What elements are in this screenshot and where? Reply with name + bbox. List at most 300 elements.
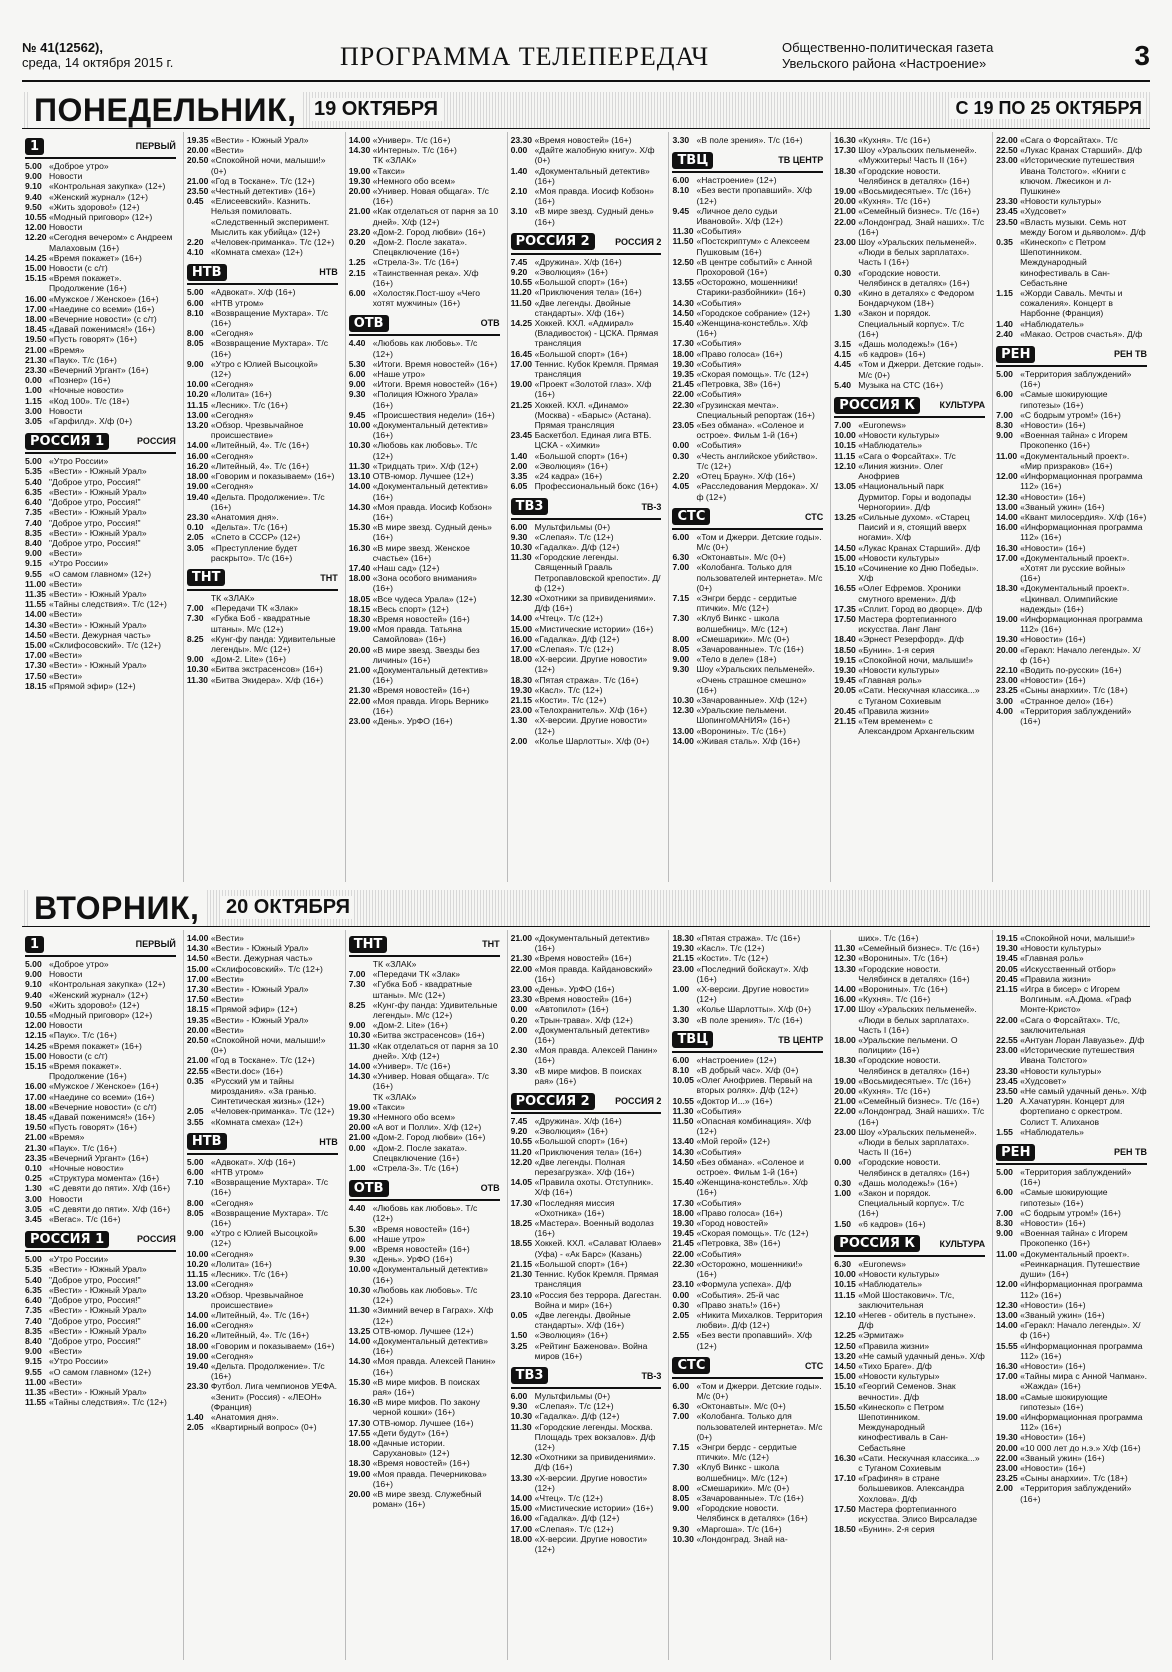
program-entry (349, 502, 500, 522)
program-entry (25, 345, 176, 355)
program-title: «Губка Боб - квадратные штаны». М/с (12+) (372, 979, 473, 1000)
program-title: «Приключения тела» (16+) (534, 1146, 642, 1157)
program-entry (834, 604, 985, 614)
program-title: «Игра в бисер» с Игорем Волгиным. «А.Дюма. «Граф Монте-Кристо» (1020, 984, 1132, 1015)
program-title: «События» (696, 297, 742, 308)
program-time: 17.00 (996, 1371, 1018, 1382)
program-entry (349, 1305, 500, 1325)
program-time: 2.10 (510, 186, 528, 197)
program-entry (834, 1004, 985, 1035)
schedule-column (183, 930, 341, 1660)
program-entry (187, 451, 338, 461)
program-entry (834, 1188, 985, 1219)
program-title: «Городские легенды. Священный Грааль Петропавловской крепости». Д/ф (12+) (534, 552, 661, 593)
program-time: 20.00 (996, 1442, 1018, 1453)
program-title: «Ночные новости» (49, 1163, 124, 1174)
program-entry (187, 603, 338, 613)
program-title: «Вести» - Южный Урал» (210, 943, 309, 954)
program-entry (349, 461, 500, 471)
program-entry (996, 675, 1147, 685)
program-title: «Кунг-фу панда: Удивительные легенды». М/с (12+) (210, 633, 336, 654)
program-entry (834, 994, 985, 1004)
program-entry (511, 685, 662, 695)
program-title: "Доброе утро, Россия!" (49, 1274, 141, 1285)
program-entry (996, 984, 1147, 1015)
program-entry (996, 522, 1147, 542)
program-title: «Большой спорт» (16+) (534, 348, 628, 359)
program-time: 0.00 (25, 375, 42, 386)
program-time: 9.10 (25, 181, 42, 192)
program-time: 15.00 (510, 623, 533, 634)
program-time: 11.15 (834, 1289, 856, 1300)
program-title: «Территория заблуждений» (16+) (1020, 705, 1132, 726)
program-entry (187, 593, 338, 603)
channel-block (187, 567, 338, 685)
program-title: «Время покажет». Продолжение (16+) (49, 273, 127, 294)
program-title: «Информационная программа 112» (16+) (1020, 1279, 1143, 1300)
program-entry (187, 298, 338, 308)
program-title: «Зимний вечер в Гаграх». Х/ф (12+) (372, 1305, 494, 1326)
program-title: «Вести» - Южный Урал» (49, 486, 147, 497)
program-time: 15.30 (348, 522, 371, 533)
program-entry (25, 681, 176, 691)
program-time: 4.15 (834, 349, 852, 360)
program-title: «Восьмидесятые». Т/с (16+) (858, 1075, 971, 1086)
program-title: «Универ». Т/с (16+) (372, 1061, 451, 1072)
schedule-column (668, 132, 826, 882)
program-entry (349, 1377, 500, 1397)
program-time: 17.35 (834, 603, 856, 614)
program-entry (834, 1106, 985, 1126)
program-title: «Олег Ефремов. Хроники смутного времени». Д/ф (858, 583, 961, 604)
program-title: «Литейный, 4». Т/с (16+) (210, 440, 309, 451)
program-title: «Холостяк.Пост-шоу «Чего хотят мужчины» (16+) (372, 288, 480, 309)
program-title: «Гадалка». Д/ф (12+) (534, 541, 620, 552)
program-time: 8.25 (348, 999, 366, 1010)
program-entry (511, 613, 662, 623)
program-entry (187, 613, 338, 633)
program-entry (187, 543, 338, 563)
program-entry (25, 355, 176, 365)
program-entry (996, 512, 1147, 522)
program-title: «Время новостей» (16+) (534, 953, 632, 964)
program-time: 13.00 (996, 501, 1018, 512)
program-title: «Новости» (16+) (1020, 1432, 1086, 1443)
program-time: 10.55 (25, 1010, 47, 1021)
program-time: 17.30 (186, 984, 209, 995)
program-entry (349, 969, 500, 979)
program-entry (187, 1361, 338, 1381)
week-range: С 19 ПО 25 ОКТЯБРЯ (951, 98, 1146, 119)
channel-logo: ТНТ (187, 569, 226, 586)
program-title: «Восьмидесятые». Т/с (16+) (858, 186, 971, 197)
program-time: 10.30 (510, 1411, 533, 1422)
program-entry (187, 1351, 338, 1361)
program-title: «Время новостей» (16+) (534, 135, 632, 145)
program-title: «Вести» (49, 1346, 83, 1357)
program-title: «День». УрФО (16+) (534, 984, 615, 995)
program-time: 15.00 (834, 1371, 856, 1382)
program-time: 11.30 (186, 674, 208, 685)
program-title: «Вести» - Южный Урал» (49, 466, 147, 477)
program-title: «Правила жизни» (858, 1340, 930, 1351)
program-entry (187, 1157, 338, 1167)
program-entry (25, 1061, 176, 1081)
program-title: «Такси» (372, 1101, 405, 1112)
program-entry (25, 365, 176, 375)
channel-block (349, 312, 500, 726)
program-time: 14.50 (834, 542, 856, 553)
program-time: 15.15 (25, 273, 47, 284)
program-time: 10.30 (348, 1030, 371, 1041)
program-entry (672, 185, 823, 205)
program-entry (25, 1194, 176, 1204)
program-entry (996, 471, 1147, 491)
program-time: 6.30 (672, 552, 690, 563)
schedule-column (22, 930, 179, 1660)
program-time: 1.40 (510, 450, 528, 461)
program-title: «Структура момента» (16+) (49, 1173, 160, 1184)
program-entry (25, 650, 176, 660)
program-entry (25, 222, 176, 232)
program-time: 22.00 (672, 1248, 694, 1259)
program-entry (25, 181, 176, 191)
program-time: 18.40 (834, 634, 856, 645)
program-time: 11.00 (25, 1376, 47, 1387)
program-title: «Новости культуры» (858, 1371, 940, 1382)
program-title: «Наше утро» (372, 1233, 426, 1244)
program-entry (996, 1443, 1147, 1453)
channel-header (349, 312, 500, 336)
program-time: 23.30 (25, 365, 47, 376)
program-title: «Мужское / Женское» (16+) (49, 293, 159, 304)
program-title: ОТВ-юмор. Лучшее (12+) (372, 471, 474, 482)
program-entry (187, 664, 338, 674)
program-title: «Октонавты». М/с (0+) (696, 1401, 786, 1412)
program-entry (834, 1402, 985, 1453)
program-entry (672, 562, 823, 593)
channel-name: СТС (805, 1360, 824, 1371)
program-time: 10.30 (348, 1284, 371, 1295)
program-time: 11.00 (25, 578, 47, 589)
program-entry (187, 675, 338, 685)
program-title: «Комната смеха» (12+) (210, 1116, 303, 1127)
program-title: «Стрела-3». Т/с (16+) (372, 1163, 459, 1174)
program-entry (349, 959, 500, 969)
program-title: Мультфильмы (0+) (534, 1390, 611, 1401)
program-time: 6.00 (996, 1187, 1013, 1198)
program-time: 16.30 (348, 542, 371, 553)
program-title: «Дом-2. После заката». Спецвключение (16+) (372, 237, 467, 258)
program-time: 17.30 (348, 1417, 371, 1428)
program-entry (996, 1463, 1147, 1473)
program-time: 8.10 (672, 185, 690, 196)
program-entry (996, 206, 1147, 216)
program-entry (187, 532, 338, 542)
program-title: «Х-версии. Другие новости» (12+) (534, 1472, 648, 1493)
program-time: 2.00 (510, 1024, 528, 1035)
program-time: 14.00 (186, 1309, 209, 1320)
program-title: «Сегодня» (210, 409, 254, 420)
program-entry (187, 1290, 338, 1310)
program-title: «Документальный детектив» (16+) (372, 1335, 488, 1357)
program-title: «Макао. Остров счастья». Д/ф (1020, 328, 1143, 339)
newspaper-name-line2: Увельского района «Настроение» (782, 56, 987, 71)
program-entry (349, 1489, 500, 1509)
day-band-monday (22, 92, 1150, 129)
program-time: 16.00 (510, 1513, 533, 1524)
program-entry (996, 389, 1147, 409)
program-time: 20.00 (348, 1122, 371, 1133)
program-title: «Паук». Т/с (16+) (49, 1030, 117, 1041)
program-title: «Зачарованные». Т/с (16+) (696, 1492, 804, 1503)
program-entry (672, 369, 823, 379)
schedule-column (507, 132, 665, 882)
program-time: 19.00 (348, 1101, 371, 1112)
program-entry (672, 634, 823, 644)
program-title: «Том и Джерри. Детские годы». М/с (0+) (696, 1380, 822, 1401)
program-time: 18.30 (996, 583, 1018, 594)
program-title: «Вести» (210, 145, 244, 156)
schedule-column (345, 132, 503, 882)
program-entry (834, 685, 985, 705)
program-entry (187, 1259, 338, 1269)
program-title: «Опасная комбинация». Х/ф (12+) (696, 1116, 812, 1137)
program-title: Шоу «Уральских пельменей». «Люди в белых зарплатах». Часть I (16+) (858, 237, 977, 268)
program-title: «Спето в СССР» (12+) (210, 532, 301, 543)
program-time: 9.15 (25, 1356, 42, 1367)
program-entry (996, 1167, 1147, 1187)
program-title: «Возвращение Мухтара». Т/с (16+) (210, 338, 329, 359)
program-entry (349, 288, 500, 308)
program-time: 22.00 (510, 963, 533, 974)
program-entry (511, 277, 662, 287)
program-time: 7.35 (25, 507, 42, 518)
program-time: 0.30 (672, 1299, 690, 1310)
program-entry (187, 440, 338, 450)
program-title: «События» (696, 1105, 742, 1116)
program-title: «Жить здорово!» (12+) (49, 999, 140, 1010)
program-time: 21.00 (348, 206, 371, 217)
program-entry (672, 953, 823, 963)
program-title: «Время покажет». Продолжение (16+) (49, 1061, 127, 1082)
program-entry (672, 1534, 823, 1544)
program-entry (511, 522, 662, 532)
program-time: 8.40 (25, 537, 42, 548)
program-time: 0.00 (510, 1004, 528, 1015)
schedule-column (507, 930, 665, 1660)
program-entry (25, 1264, 176, 1274)
program-time: 0.00 (672, 440, 690, 451)
program-time: 18.15 (186, 1004, 209, 1015)
program-entry (187, 410, 338, 420)
program-entry (996, 706, 1147, 726)
program-title: «Документальный детектив» (16+) (534, 1024, 650, 1046)
program-title: ТК «ЗЛАК» (372, 959, 417, 969)
program-time: 8.35 (25, 1325, 42, 1336)
program-time: 17.30 (672, 1197, 694, 1208)
program-time: 16.00 (996, 522, 1018, 533)
program-time: 1.20 (996, 1096, 1013, 1107)
program-time: 4.45 (834, 359, 852, 370)
program-title: «Мистические истории» (16+) (534, 623, 654, 634)
program-time: 7.15 (672, 1441, 690, 1452)
program-entry (996, 1432, 1147, 1442)
program-time: 19.15 (996, 933, 1018, 943)
program-entry (834, 665, 985, 675)
program-entry (511, 1198, 662, 1218)
program-title: «Давай поженимся!» (16+) (49, 1112, 155, 1123)
program-time: 17.30 (510, 1197, 533, 1208)
program-entry (834, 1361, 985, 1371)
program-entry (349, 389, 500, 409)
program-entry (672, 1055, 823, 1065)
program-time: 5.40 (25, 476, 42, 487)
channel-logo: СТС (672, 508, 710, 525)
program-time: 22.30 (672, 1258, 694, 1269)
program-entry (996, 502, 1147, 512)
program-entry (25, 1000, 176, 1010)
program-entry (349, 1071, 500, 1091)
program-entry (25, 1132, 176, 1142)
program-entry (25, 202, 176, 212)
day-name: ВТОРНИК, (28, 890, 205, 926)
program-title: «Лолита» (16+) (210, 1258, 272, 1269)
program-entry (349, 166, 500, 176)
program-title: «Исторические путешествия Ивана Толстого» (1020, 1045, 1135, 1066)
program-entry (996, 645, 1147, 665)
program-entry (672, 1004, 823, 1014)
program-time: 3.25 (510, 1340, 528, 1351)
program-title: Шоу «Уральских пельменей». «Мужхитеры! Часть II (16+) (858, 145, 977, 166)
channel-header (349, 1177, 500, 1201)
program-time: 0.00 (672, 1289, 690, 1300)
channel-logo: СТС (672, 1357, 710, 1374)
program-title: «Вести» - Южный Урал» (49, 1264, 147, 1275)
schedule-column (183, 132, 341, 882)
program-title: «Новости» (16+) (1020, 491, 1086, 502)
program-title: «Вести» (49, 670, 83, 681)
program-entry (834, 339, 985, 349)
program-title: «Гарфилд». Х/ф (0+) (49, 416, 133, 427)
program-title: «Новости» (16+) (1020, 1360, 1086, 1371)
program-time: 1.00 (25, 385, 42, 396)
program-time: 2.05 (186, 532, 204, 543)
program-time: 22.00 (672, 389, 694, 400)
program-entry (25, 538, 176, 548)
program-title: «Дайте жалобную книгу». Х/ф (0+) (534, 145, 655, 166)
program-entry (349, 1030, 500, 1040)
program-entry (349, 573, 500, 593)
program-time: 9.00 (25, 969, 42, 980)
program-entry (349, 338, 500, 358)
program-title: ОТВ-юмор. Лучшее (16+) (372, 1417, 474, 1428)
program-title: «Дачные истории. Сарухановы» (12+) (372, 1437, 450, 1459)
program-title: ТК «ЗЛАК» (372, 155, 417, 166)
program-time: 19.30 (672, 358, 694, 369)
program-title: «Женский журнал» (12+) (49, 989, 149, 1000)
day-columns-monday (22, 132, 1150, 882)
program-entry (511, 1534, 662, 1554)
channel-block (25, 430, 176, 691)
program-time: 14.50 (672, 1156, 694, 1167)
program-title: «Наблюдатель» (858, 440, 923, 451)
program-time: 9.15 (25, 558, 42, 569)
program-title: «Вести» - Южный Урал» (49, 1325, 147, 1336)
program-time: 15.00 (25, 639, 47, 650)
program-title: «Октонавты». М/с (0+) (696, 552, 786, 563)
program-entry (834, 1259, 985, 1269)
program-entry (672, 726, 823, 736)
program-time: 18.45 (25, 324, 47, 335)
channel-header (996, 343, 1147, 367)
program-entry (834, 206, 985, 216)
program-time: 7.10 (186, 1177, 204, 1188)
program-time: 7.30 (672, 613, 690, 624)
program-entry (25, 1377, 176, 1387)
program-entry (349, 1418, 500, 1428)
program-time: 4.00 (996, 705, 1013, 716)
program-time: 19.00 (996, 613, 1018, 624)
program-time: 18.30 (834, 165, 856, 176)
program-time: 5.35 (25, 466, 42, 477)
program-entry (996, 1249, 1147, 1280)
program-title: «Сильные духом». «Старец Паисий и я, стоящий вверх ногами». Х/ф (858, 511, 970, 543)
program-time: 6.05 (510, 481, 528, 492)
program-title: Шоу «Уральских пельменей». «Люди в белых зарплатах». Часть I (16+) (858, 1004, 977, 1035)
program-time: 15.55 (996, 1340, 1018, 1351)
program-entry (672, 1065, 823, 1075)
program-time: 13.55 (672, 277, 694, 288)
program-title: «Моя правда. Татьяна Самойлова» (16+) (372, 624, 462, 645)
channel-name: РОССИЯ (137, 436, 176, 447)
program-time: 21.45 (672, 379, 694, 390)
program-title: Новости (49, 969, 83, 980)
program-time: 20.45 (834, 705, 856, 716)
program-entry (834, 1076, 985, 1086)
program-title: «Новости культуры» (1020, 196, 1102, 207)
program-time: 23.35 (25, 1152, 47, 1163)
program-time: 0.30 (672, 450, 690, 461)
program-title: «Формула успеха». Д/ф (696, 1279, 792, 1290)
program-time: 6.00 (186, 297, 204, 308)
program-title: «Х-версии. Другие новости» (12+) (534, 715, 648, 736)
program-entry (25, 579, 176, 589)
program-title: «Зона особого внимания» (16+) (372, 573, 477, 594)
program-entry (187, 1076, 338, 1107)
program-title: Шоу «Уральских пельменей». «Очень страшное смешно» (16+) (696, 664, 815, 695)
program-title: «Эволюция» (16+) (534, 267, 608, 278)
program-title: Теннис. Кубок Кремля. Прямая трансляция (534, 1269, 659, 1290)
program-entry (511, 206, 662, 226)
program-entry (996, 543, 1147, 553)
program-time: 3.30 (510, 1065, 528, 1076)
program-title: «Бунин». 1-я серия (858, 644, 935, 655)
program-entry (511, 1330, 662, 1340)
program-title: «Прямой эфир» (12+) (210, 1004, 298, 1015)
channel-logo: ОТВ (349, 315, 389, 332)
program-time: 13.30 (834, 963, 856, 974)
program-title: «Энгри бердс - сердитые птички». М/с (12+) (696, 1441, 797, 1463)
program-time: 23.50 (186, 186, 209, 197)
program-time: 23.25 (996, 685, 1018, 696)
program-time: 10.55 (510, 277, 533, 288)
program-title: «Документальный детектив» (16+) (372, 420, 488, 441)
program-time: 16.00 (186, 450, 209, 461)
program-title: «Вести.doc» (16+) (210, 1065, 283, 1076)
program-time: 23.30 (510, 994, 533, 1005)
program-entry (25, 273, 176, 293)
